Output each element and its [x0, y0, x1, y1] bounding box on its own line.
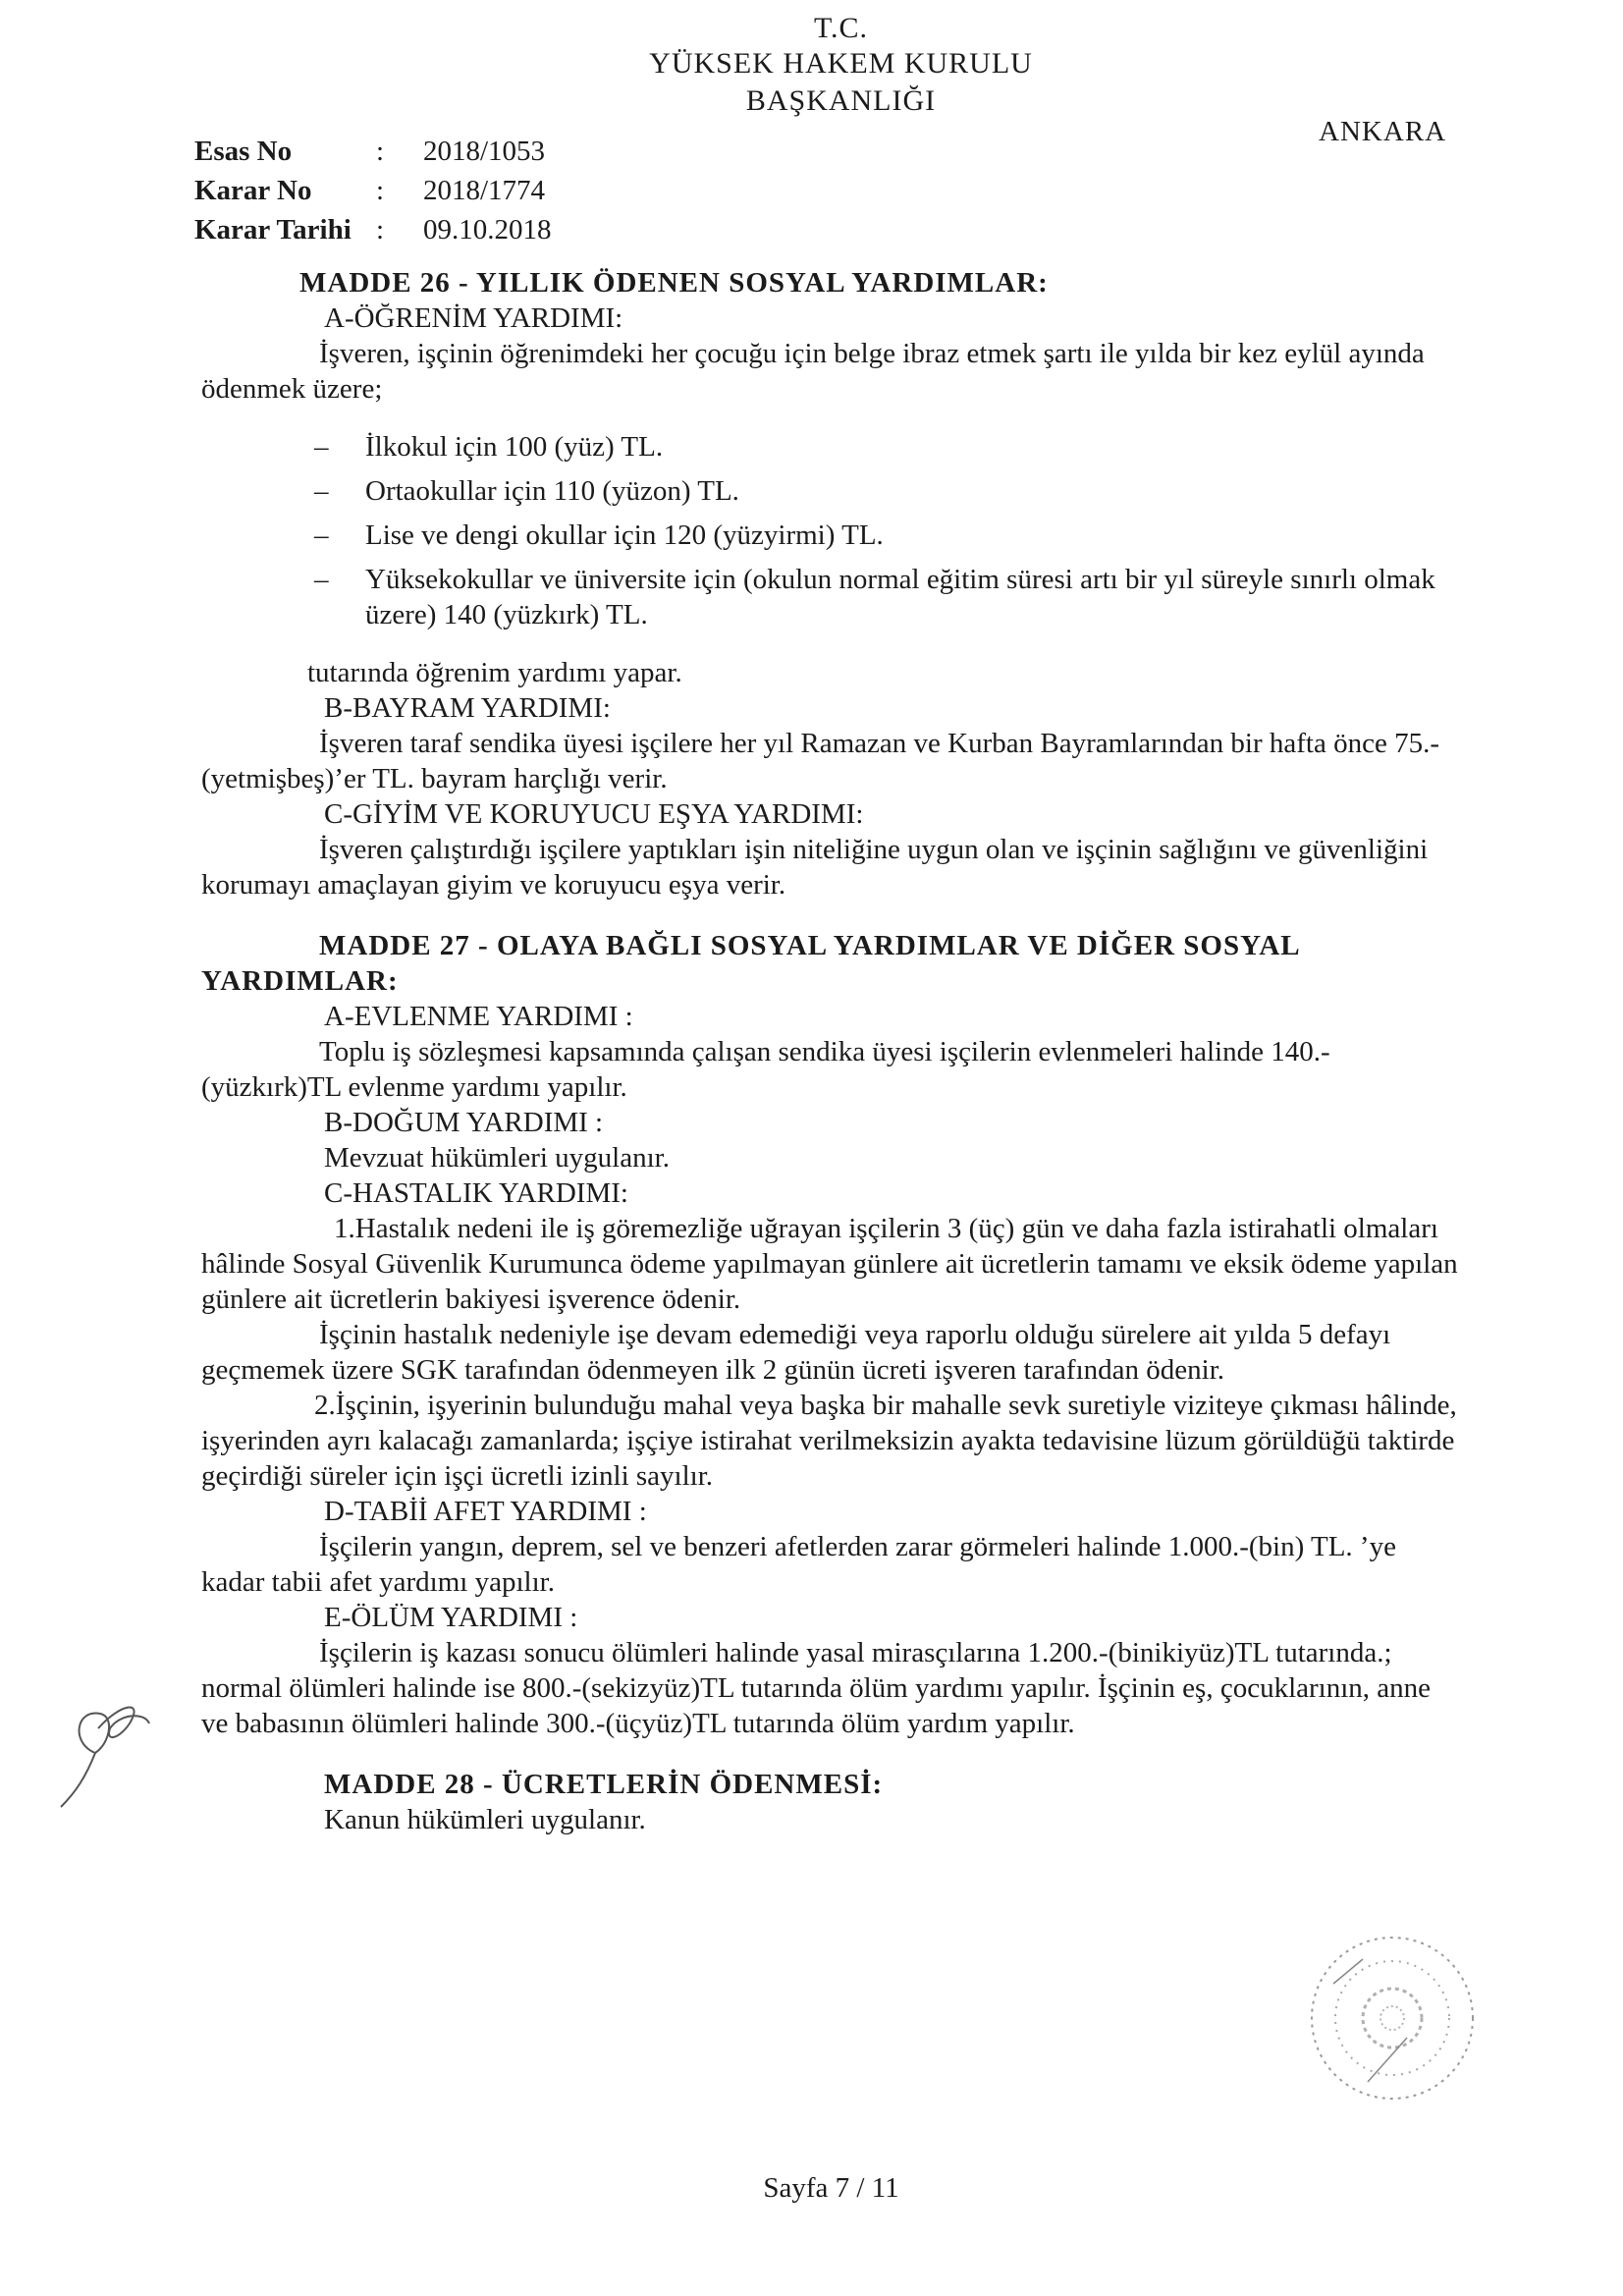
m26-b-text: İşveren taraf sendika üyesi işçilere her yıl Ramazan ve Kurban Bayramlarından bir hafta önce 75.-(yetmişbeş)’er TL. bayram harçlığı verir.	[201, 728, 1439, 794]
case-meta	[194, 132, 552, 249]
m27-c-p2: İşçinin hastalık nedeniyle işe devam edemediği veya raporlu olduğu sürelere ait yılda 5 defayı geçmemek üzere SGK tarafından ödenmeyen ilk 2 günün ücreti işveren tarafından ödenir.	[201, 1319, 1391, 1386]
m27-d-heading: D-TABİİ AFET YARDIMI :	[324, 1496, 647, 1527]
m26-a-text: İşveren, işçinin öğrenimdeki her çocuğu için belge ibraz etmek şartı ile yılda bir kez eylül ayında ödenmek üzere;	[201, 338, 1425, 405]
m27-a-heading: A-EVLENME YARDIMI :	[324, 1001, 633, 1032]
m26-b-heading: B-BAYRAM YARDIMI:	[324, 692, 611, 724]
list-item-text: Ortaokullar için 110 (yüzon) TL.	[365, 475, 739, 507]
m27-c-heading: C-HASTALIK YARDIMI:	[324, 1177, 628, 1209]
meta-sep: :	[376, 175, 385, 206]
meta-row-karar	[194, 171, 552, 210]
m27-b-heading: B-DOĞUM YARDIMI :	[324, 1107, 604, 1138]
list-item: – İlkokul için 100 (yüz) TL.	[314, 431, 664, 463]
header-institution: YÜKSEK HAKEM KURULU	[649, 47, 1033, 80]
m27-d-text: İşçilerin yangın, deprem, sel ve benzeri afetlerden zarar görmeleri halinde 1.000.-(bin) TL. ’ye kadar tabii afet yardımı yapılır.	[201, 1531, 1396, 1598]
list-item-text: Yüksekokullar ve üniversite için (okulun normal eğitim süresi artı bir yıl süreyle sınırlı olmak üzere) 140 (yüzkırk) TL.	[365, 564, 1435, 630]
m26-a-end: tutarında öğrenim yardımı yapar.	[307, 657, 682, 688]
m28-text: Kanun hükümleri uygulanır.	[324, 1804, 646, 1835]
m27-e-heading: E-ÖLÜM YARDIMI :	[324, 1602, 578, 1633]
list-item: – Yüksekokullar ve üniversite için (okulun normal eğitim süresi artı bir yıl süreyle sınırlı olmak üzere) 140 (yüzkırk) TL.	[201, 562, 1463, 632]
list-item: – Ortaokullar için 110 (yüzon) TL.	[314, 475, 739, 507]
m27-a-text: Toplu iş sözleşmesi kapsamında çalışan sendika üyesi işçilerin evlenmeleri halinde 140.-(yüzkırk)TL evlenme yardımı yapılır.	[201, 1036, 1330, 1103]
m27-c-p1: 1.Hastalık nedeni ile iş göremezliğe uğrayan işçilerin 3 (üç) gün ve daha fazla istirahatli olmaları hâlinde Sosyal Güvenlik Kurumunca ödeme yapılmayan günlere ait ücretlerin tamamı ve eksik ödeme yapılan günlere ait ücretlerin bakiyesi işverence ödenir.	[201, 1213, 1458, 1315]
list-item-text: Lise ve dengi okullar için 120 (yüzyirmi) TL.	[365, 519, 884, 551]
m26-c-text: İşveren çalıştırdığı işçilere yaptıkları işin niteliğine uygun olan ve işçinin sağlığını ve güvenliğini korumayı amaçlayan giyim ve koruyucu eşya verir.	[201, 834, 1429, 901]
m27-title: MADDE 27 - OLAYA BAĞLI SOSYAL YARDIMLAR VE DİĞER SOSYAL YARDIMLAR:	[201, 930, 1300, 997]
official-seal-stamp	[1294, 1925, 1490, 2111]
m27-e-text: İşçilerin iş kazası sonucu ölümleri halinde yasal mirasçılarına 1.200.-(binikiyüz)TL tutarında.; normal ölümleri halinde ise 800.-(sekizyüz)TL tutarında ölüm yardımı yapılır. İşçinin eş, çocuklarının, anne ve babasının ölümleri halinde 300.-(üçyüz)TL tutarında ölüm yardım yapılır.	[201, 1637, 1432, 1739]
page-number: Sayfa 7 / 11	[763, 2172, 899, 2204]
m26-a-heading: A-ÖĞRENİM YARDIMI:	[324, 302, 623, 334]
list-item-text: İlkokul için 100 (yüz) TL.	[365, 431, 664, 463]
meta-value: 09.10.2018	[423, 214, 552, 246]
m26-title: MADDE 26 - YILLIK ÖDENEN SOSYAL YARDIMLAR:	[299, 267, 1049, 299]
header-city: ANKARA	[1319, 116, 1447, 147]
meta-sep: :	[376, 214, 385, 246]
list-item: – Lise ve dengi okullar için 120 (yüzyirmi) TL.	[314, 519, 884, 551]
signature-initials	[51, 1684, 159, 1812]
meta-sep: :	[376, 136, 385, 167]
meta-value: 2018/1053	[423, 136, 546, 167]
header-tc: T.C.	[813, 12, 869, 44]
meta-label: Karar No	[194, 175, 312, 206]
m28-title: MADDE 28 - ÜCRETLERİN ÖDENMESİ:	[324, 1769, 884, 1800]
m27-b-text: Mevzuat hükümleri uygulanır.	[324, 1142, 670, 1174]
meta-row-esas	[194, 132, 552, 171]
header-department: BAŞKANLIĞI	[745, 84, 937, 117]
meta-label: Esas No	[194, 136, 293, 167]
meta-label: Karar Tarihi	[194, 214, 352, 246]
document-body	[201, 265, 1463, 1837]
meta-row-tarih	[194, 210, 552, 249]
m27-c-p3: 2.İşçinin, işyerinin bulunduğu mahal veya başka bir mahalle sevk suretiyle viziteye çıkması hâlinde, işyerinden ayrı kalacağı zamanlarda; işçiye istirahat verilmeksizin ayakta tedavisine lüzum görüldüğü taktirde geçirdiği süreler için işçi ücretli izinli sayılır.	[201, 1390, 1457, 1492]
meta-value: 2018/1774	[423, 175, 546, 206]
m26-c-heading: C-GİYİM VE KORUYUCU EŞYA YARDIMI:	[324, 798, 864, 830]
